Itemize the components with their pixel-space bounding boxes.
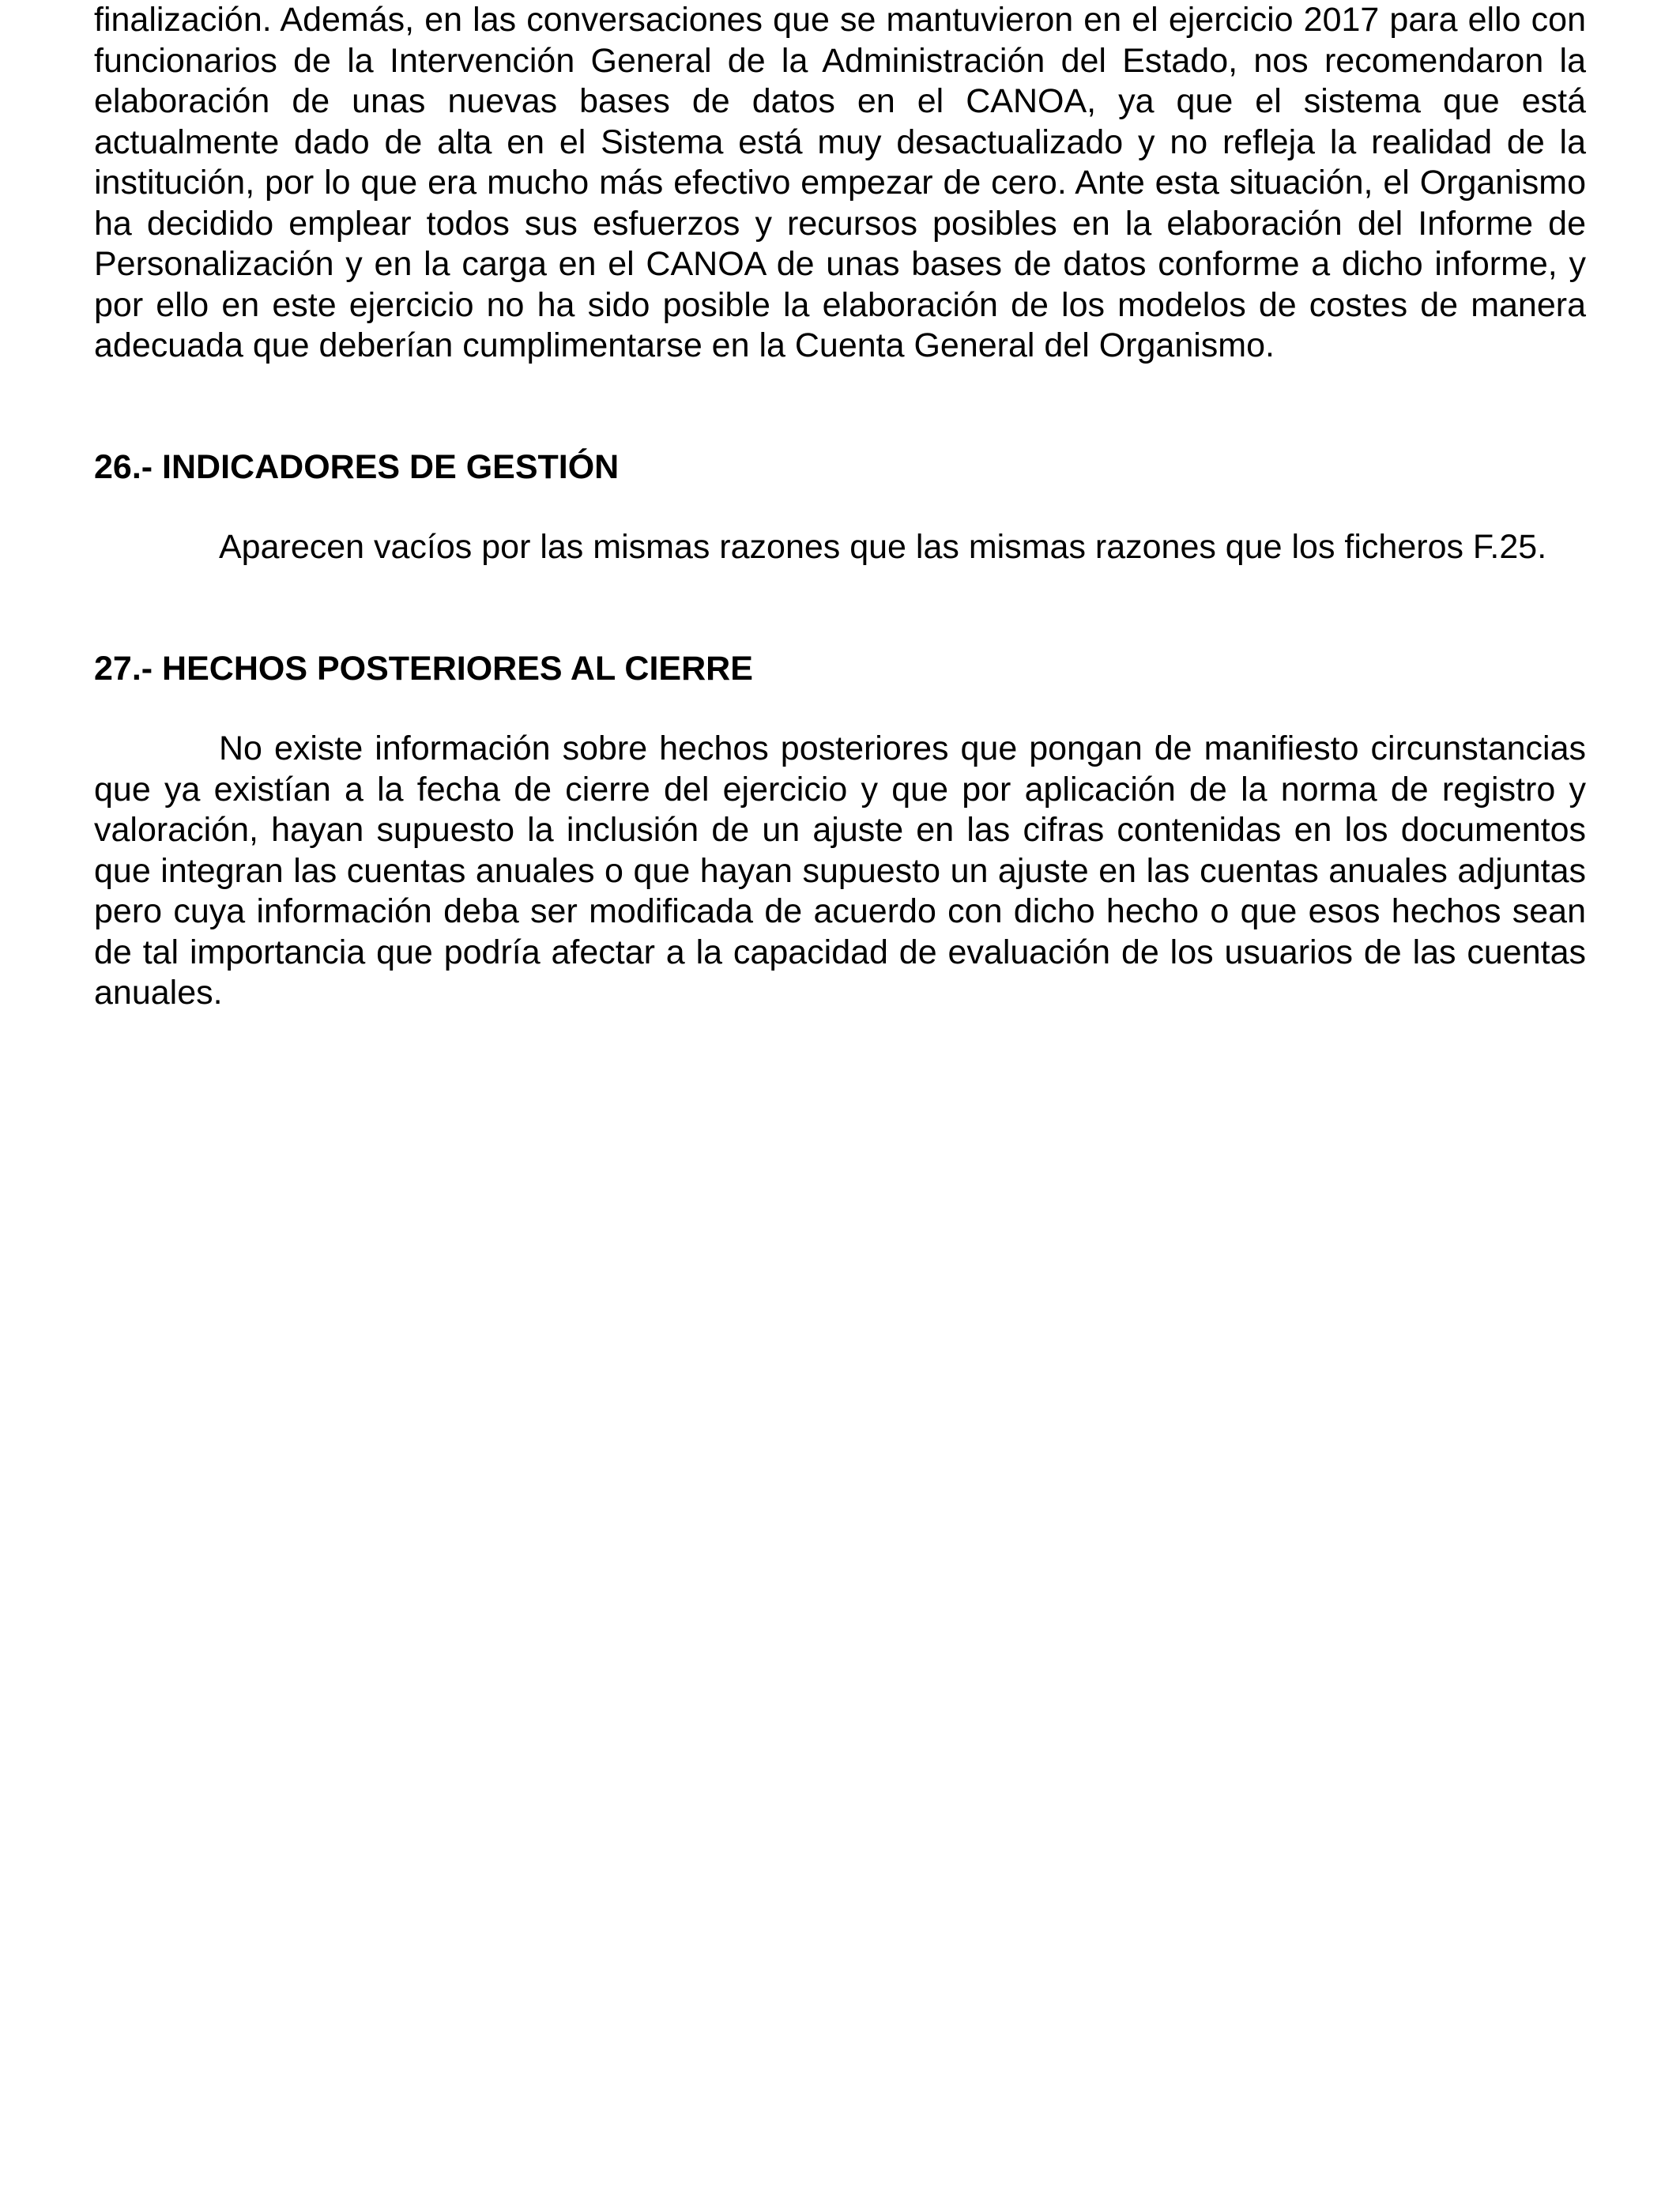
section-heading-27: 27.- HECHOS POSTERIORES AL CIERRE <box>94 649 753 688</box>
section-paragraph-27: No existe información sobre hechos posteriores que pongan de manifiesto circunstancias que ya existían a la fecha de cierre del ejercicio y que por aplicación de la norma de registro y valoración, hayan supuesto la inclusión de un ajuste en las cifras contenidas en los documentos que integran las cuentas anuales o que hayan supuesto un ajuste en las cuentas anuales adjuntas pero cuya información deba ser modificada de acuerdo con dicho hecho o que esos hechos sean de tal importancia que podría afectar a la capacidad de evaluación de los usuarios de las cuentas anuales. <box>94 729 1586 1012</box>
continuation-paragraph: finalización. Además, en las conversaciones que se mantuvieron en el ejercicio 2017 para ello con funcionarios de la Intervención General de la Administración del Estado, nos recomendaron la elaboración de unas nuevas bases de datos en el CANOA, ya que el sistema que está actualmente dado de alta en el Sistema está muy desactualizado y no refleja la realidad de la institución, por lo que era mucho más efectivo empezar de cero. Ante esta situación, el Organismo ha decidido emplear todos sus esfuerzos y recursos posibles en la elaboración del Informe de Personalización y en la carga en el CANOA de unas bases de datos conforme a dicho informe, y por ello en este ejercicio no ha sido posible la elaboración de los modelos de costes de manera adecuada que deberían cumplimentarse en la Cuenta General del Organismo. <box>94 1 1586 364</box>
section-paragraph-26: Aparecen vacíos por las mismas razones que las mismas razones que los ficheros F.25. <box>219 528 1547 566</box>
section-heading-26: 26.- INDICADORES DE GESTIÓN <box>94 447 620 486</box>
document-page <box>94 0 1586 1014</box>
